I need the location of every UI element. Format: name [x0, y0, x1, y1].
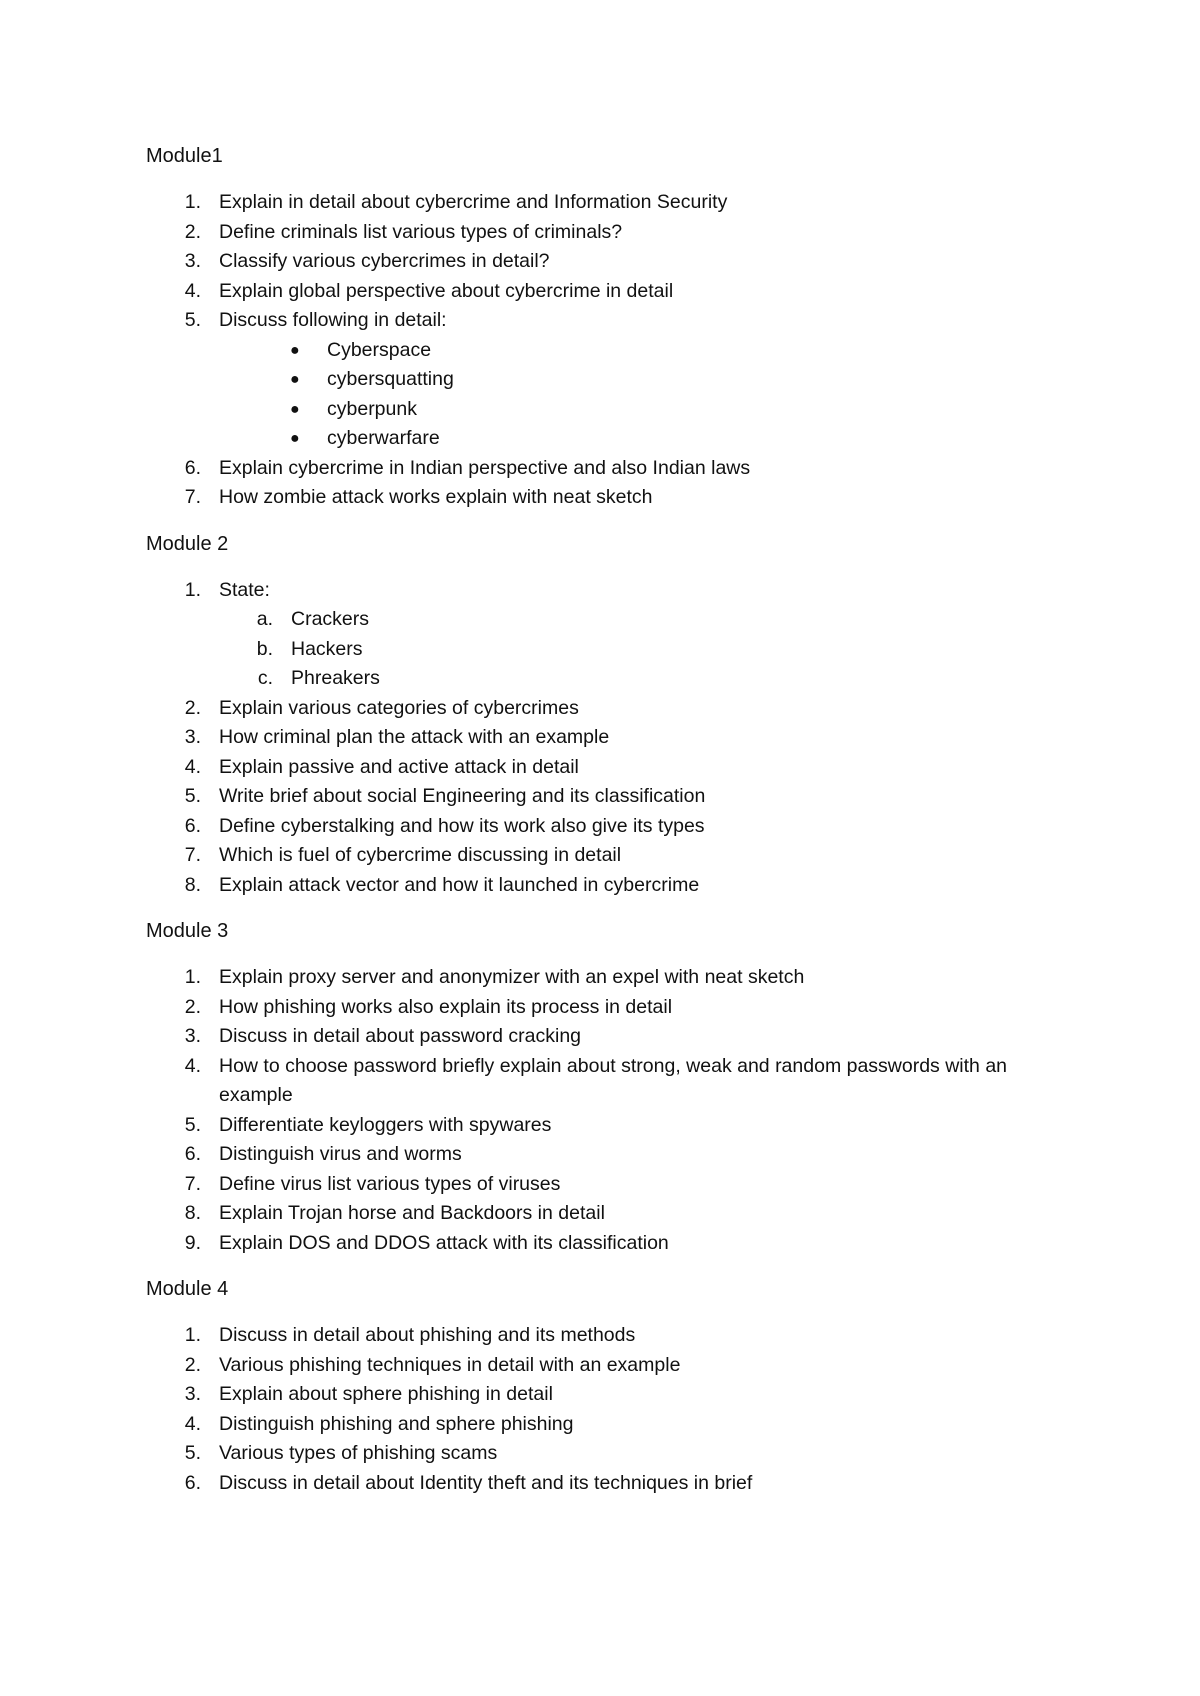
- question-text: How to choose password briefly explain about strong, weak and random passwords with an example: [219, 1054, 1008, 1106]
- question-item: [0, 1022, 1200, 1052]
- question-item: [0, 1170, 1200, 1200]
- alpha-label: c.: [257, 667, 273, 689]
- question-list: [0, 1321, 1200, 1498]
- question-number: 2.: [184, 995, 201, 1018]
- question-text: Explain DOS and DDOS attack with its classification: [219, 1231, 669, 1254]
- question-number: 1.: [184, 191, 201, 213]
- question-number: 7.: [184, 1172, 201, 1195]
- question-number: 5.: [184, 785, 201, 807]
- question-item: [0, 993, 1200, 1023]
- question-list: [0, 576, 1200, 901]
- question-item: [0, 1321, 1200, 1351]
- alpha-item: [0, 635, 1200, 665]
- question-text: Differentiate keyloggers with spywares: [219, 1113, 552, 1136]
- question-item: [0, 1199, 1200, 1229]
- question-item: [0, 963, 1200, 993]
- question-item: [0, 188, 1200, 218]
- bullet-icon: ●: [290, 371, 300, 388]
- alpha-label: b.: [256, 637, 273, 660]
- question-text: Explain Trojan horse and Backdoors in detail: [219, 1202, 605, 1224]
- question-number: 1.: [184, 1324, 201, 1346]
- bullet-item: [0, 424, 1200, 454]
- question-item: [0, 1140, 1200, 1170]
- question-text: Explain about sphere phishing in detail: [219, 1383, 553, 1405]
- question-number: 4.: [184, 279, 201, 302]
- bullet-item: [0, 395, 1200, 425]
- question-number: 7.: [184, 844, 201, 866]
- question-item: [0, 1111, 1200, 1141]
- alpha-text: Phreakers: [291, 667, 380, 689]
- question-item: [0, 841, 1200, 871]
- question-item: [0, 1229, 1200, 1259]
- question-item: [0, 812, 1200, 842]
- question-number: 3.: [184, 726, 201, 748]
- question-number: 1.: [184, 966, 201, 988]
- question-text: Explain cybercrime in Indian perspective and also Indian laws: [219, 456, 751, 479]
- question-item: [0, 1469, 1200, 1499]
- module-title: Module 3: [146, 920, 229, 942]
- question-text: Explain various categories of cybercrimes: [219, 696, 579, 719]
- question-text: Distinguish phishing and sphere phishing: [219, 1412, 574, 1435]
- question-item: [0, 1380, 1200, 1410]
- bullet-icon: ●: [290, 400, 300, 418]
- question-number: 2.: [184, 1353, 201, 1376]
- question-number: 5.: [184, 1113, 201, 1136]
- bullet-item: [0, 336, 1200, 366]
- question-text: Define cyberstalking and how its work also give its types: [219, 814, 705, 837]
- question-text: Write brief about social Engineering and its classification: [219, 785, 706, 807]
- question-number: 5.: [184, 309, 201, 331]
- question-text: Discuss in detail about password cracking: [219, 1025, 582, 1047]
- alpha-list: [0, 605, 1200, 694]
- question-item: [0, 306, 1200, 454]
- question-text: Discuss following in detail:: [219, 309, 447, 331]
- alpha-label: a.: [256, 608, 273, 630]
- question-text: Explain passive and active attack in detail: [219, 755, 579, 778]
- question-text: Define criminals list various types of criminals?: [219, 220, 623, 243]
- question-item: [0, 753, 1200, 783]
- alpha-text: Crackers: [291, 608, 370, 630]
- question-text: Various phishing techniques in detail with an example: [219, 1353, 681, 1376]
- bullet-icon: ●: [290, 430, 300, 447]
- bullet-item: [0, 365, 1200, 395]
- question-text: Discuss in detail about phishing and its methods: [219, 1324, 636, 1346]
- question-item: [0, 782, 1200, 812]
- question-number: 6.: [184, 1143, 201, 1165]
- bullet-icon: ●: [290, 341, 300, 359]
- question-text: How zombie attack works explain with neat sketch: [219, 486, 653, 508]
- question-number: 3.: [184, 1383, 201, 1405]
- bullet-text: cyberwarfare: [327, 427, 440, 449]
- question-number: 7.: [184, 486, 201, 508]
- question-text: Define virus list various types of viruses: [219, 1172, 561, 1195]
- question-item: [0, 1410, 1200, 1440]
- bullet-list: [0, 336, 1200, 454]
- question-text: Which is fuel of cybercrime discussing in detail: [219, 844, 622, 866]
- module-title: Module 2: [146, 532, 229, 555]
- question-text: Explain global perspective about cybercrime in detail: [219, 279, 674, 302]
- question-text: Discuss in detail about Identity theft and its techniques in brief: [219, 1471, 753, 1494]
- question-item: [0, 454, 1200, 484]
- question-item: [0, 871, 1200, 901]
- question-item: [0, 723, 1200, 753]
- question-number: 9.: [184, 1231, 201, 1254]
- module-section: [0, 917, 1200, 1258]
- question-text: How criminal plan the attack with an example: [219, 726, 610, 748]
- question-number: 8.: [184, 873, 201, 896]
- question-number: 4.: [184, 755, 201, 778]
- question-number: 3.: [184, 1025, 201, 1047]
- question-number: 5.: [184, 1442, 201, 1464]
- question-number: 6.: [184, 1471, 201, 1494]
- module-title: Module 4: [146, 1278, 229, 1300]
- bullet-text: cybersquatting: [327, 368, 454, 390]
- question-text: Explain in detail about cybercrime and Information Security: [219, 191, 728, 213]
- question-list: [0, 188, 1200, 513]
- question-text: Classify various cybercrimes in detail?: [219, 250, 550, 272]
- question-number: 1.: [184, 578, 201, 601]
- question-text: Various types of phishing scams: [219, 1442, 498, 1464]
- question-text: State:: [219, 578, 270, 601]
- question-number: 4.: [184, 1054, 201, 1077]
- question-text: Explain attack vector and how it launched in cybercrime: [219, 873, 700, 896]
- question-number: 2.: [184, 696, 201, 719]
- question-item: [0, 277, 1200, 307]
- alpha-item: [0, 605, 1200, 635]
- module-section: [0, 530, 1200, 901]
- question-item: [0, 483, 1200, 513]
- module-section: [0, 142, 1200, 513]
- module-title: Module1: [146, 145, 223, 167]
- question-number: 4.: [184, 1412, 201, 1435]
- question-text: Distinguish virus and worms: [219, 1143, 462, 1165]
- bullet-text: Cyberspace: [327, 338, 432, 361]
- question-item: [0, 694, 1200, 724]
- question-item: [0, 1052, 1200, 1111]
- question-number: 6.: [184, 456, 201, 479]
- question-item: [0, 576, 1200, 694]
- question-item: [0, 1351, 1200, 1381]
- question-text: Explain proxy server and anonymizer with an expel with neat sketch: [219, 966, 805, 988]
- question-item: [0, 218, 1200, 248]
- question-item: [0, 1439, 1200, 1469]
- question-number: 8.: [184, 1202, 201, 1224]
- question-text: How phishing works also explain its process in detail: [219, 995, 673, 1018]
- bullet-text: cyberpunk: [327, 397, 417, 420]
- alpha-item: [0, 664, 1200, 694]
- question-list: [0, 963, 1200, 1258]
- question-item: [0, 247, 1200, 277]
- module-section: [0, 1275, 1200, 1498]
- question-number: 2.: [184, 220, 201, 243]
- alpha-text: Hackers: [291, 637, 363, 660]
- question-number: 3.: [184, 250, 201, 272]
- question-number: 6.: [184, 814, 201, 837]
